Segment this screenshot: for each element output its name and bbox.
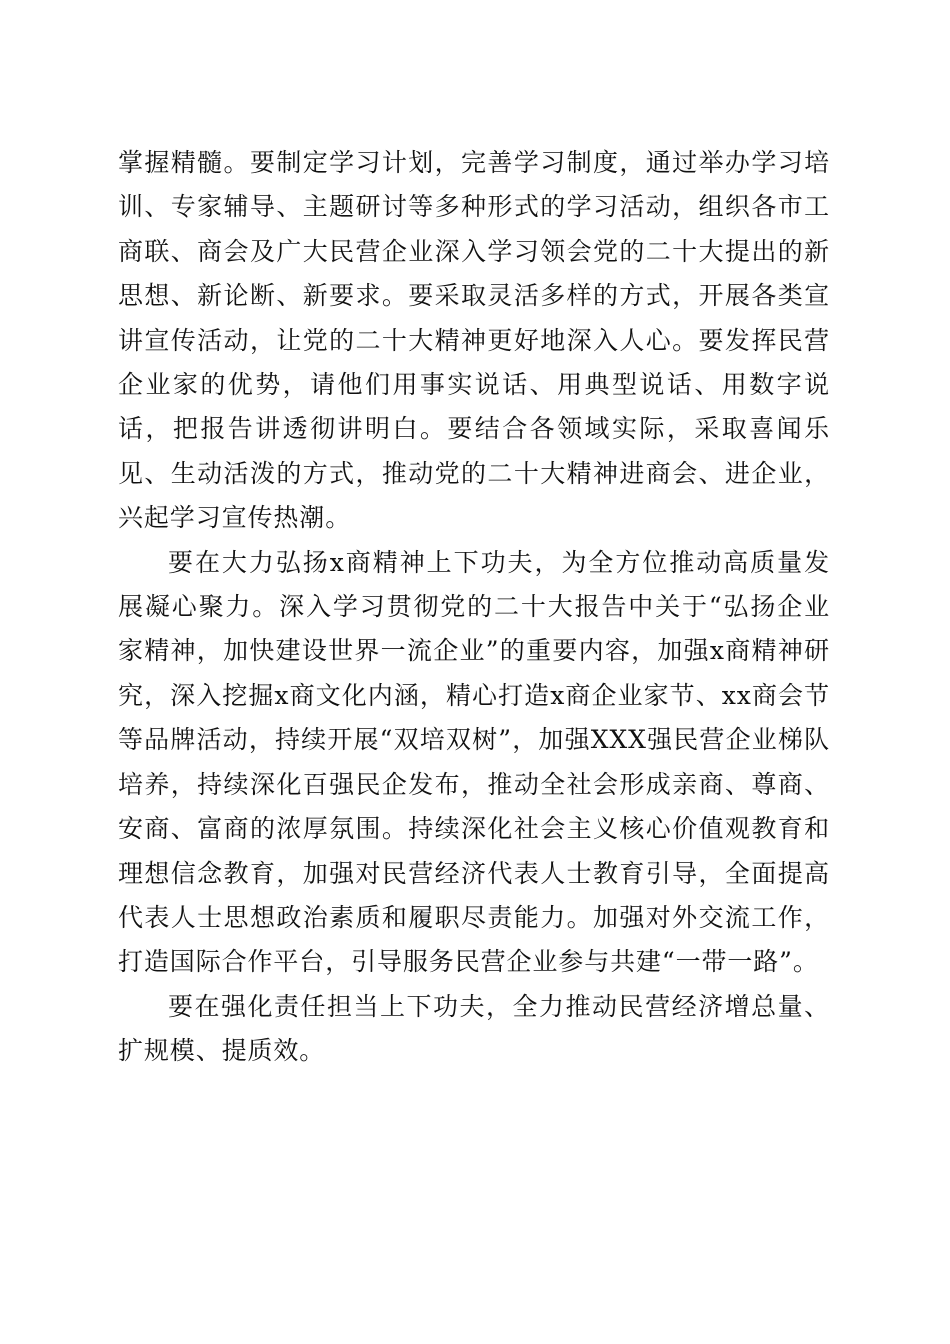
paragraph-continuation: 掌握精髓。要制定学习计划，完善学习制度，通过举办学习培训、专家辅导、主题研讨等多种形式的学习活动，组织各市工商联、商会及广大民营企业深入学习领会党的二十大提出的新思想、新论断、新要求。要采取灵活多样的方式，开展各类宣讲宣传活动，让党的二十大精神更好地深入人心。要发挥民营企业家的优势，请他们用事实说话、用典型说话、用数字说话，把报告讲透彻讲明白。要结合各领域实际，采取喜闻乐见、生动活泼的方式，推动党的二十大精神进商会、进企业，兴起学习宣传热潮。: [118, 148, 830, 533]
document-body: [118, 141, 830, 1074]
paragraph-responsibility: 要在强化责任担当上下功夫，全力推动民营经济增总量、扩规模、提质效。: [118, 991, 830, 1066]
paragraph-promote-spirit: 要在大力弘扬x商精神上下功夫，为全方位推动高质量发展凝心聚力。深入学习贯彻党的二十大报告中关于“弘扬企业家精神，加快建设世界一流企业”的重要内容，加强x商精神研究，深入挖掘x商文化内涵，精心打造x商企业家节、xx商会节等品牌活动，持续开展“双培双树”，加强XXX强民营企业梯队培养，持续深化百强民企发布，推动全社会形成亲商、尊商、安商、富商的浓厚氛围。持续深化社会主义核心价值观教育和理想信念教育，加强对民营经济代表人士教育引导，全面提高代表人士思想政治素质和履职尽责能力。加强对外交流工作，打造国际合作平台，引导服务民营企业参与共建“一带一路”。: [118, 547, 830, 977]
